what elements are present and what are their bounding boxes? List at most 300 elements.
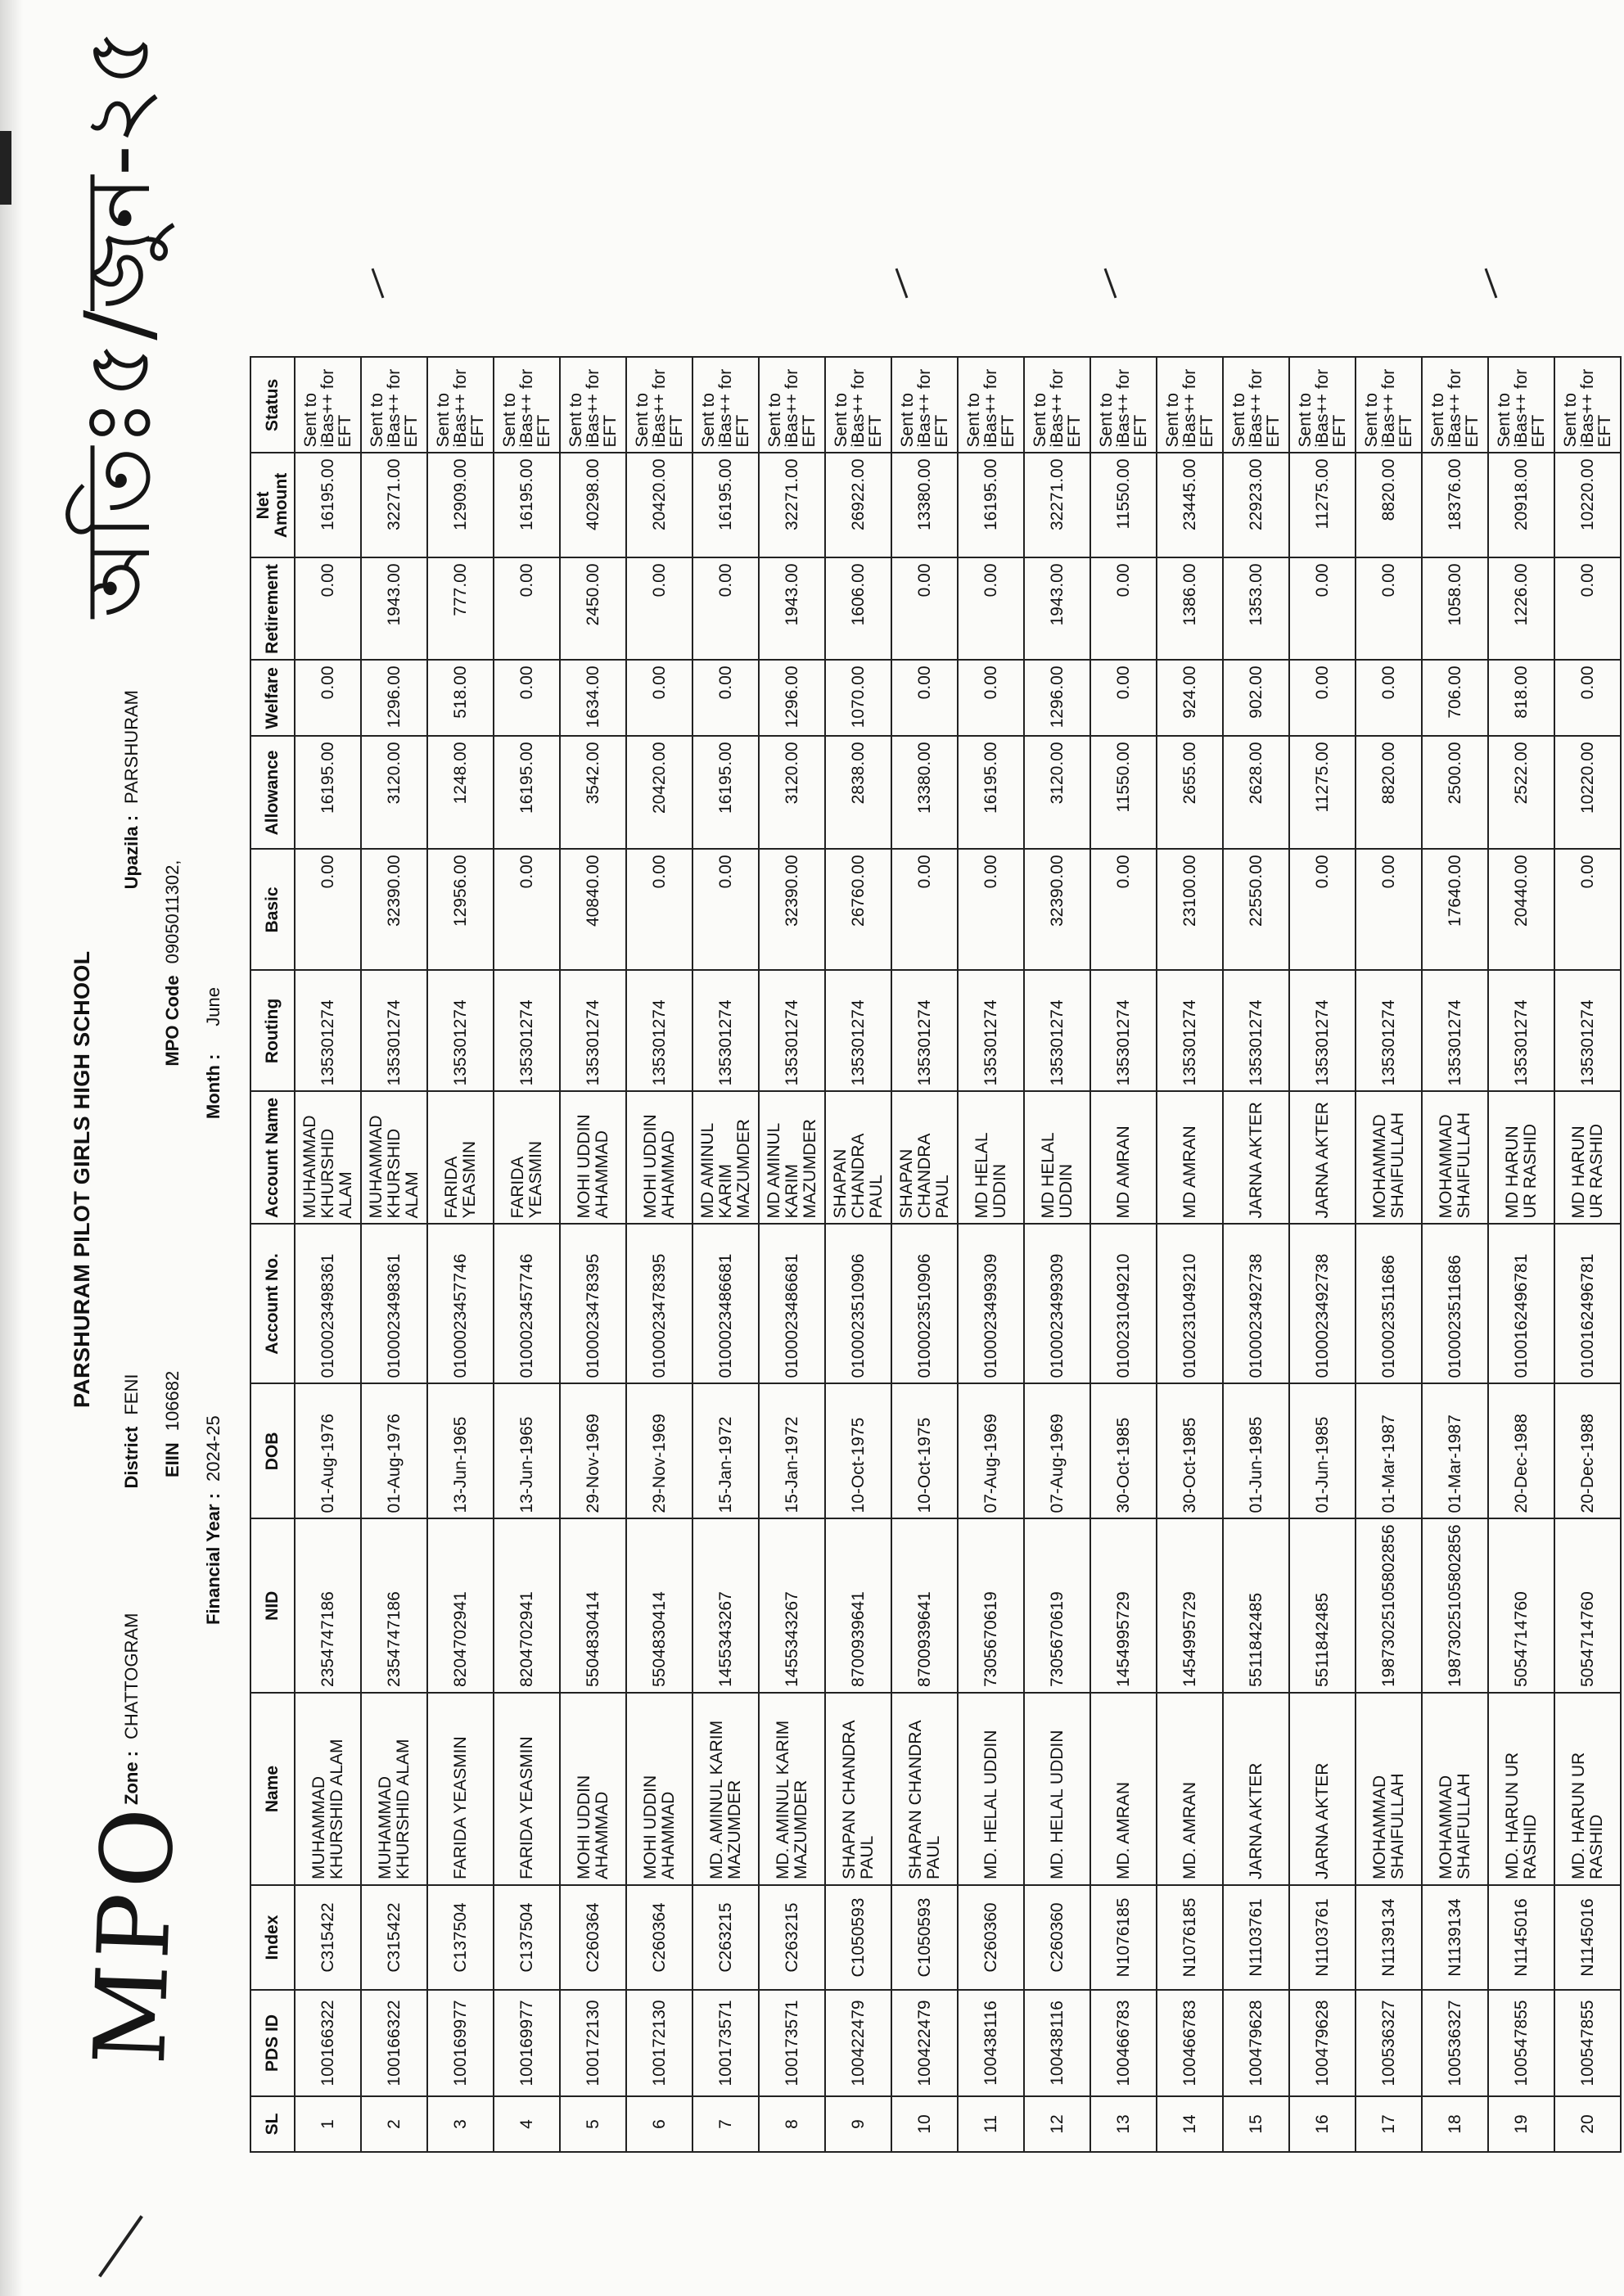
cell-allowance: 16195.00 [692,736,759,849]
cell-status: Sent to iBas++ for EFT [1422,357,1488,453]
cell-index: C137504 [494,1885,560,1990]
cell-retirement: 0.00 [1554,557,1621,660]
mpo-code-label: MPO Code [162,975,183,1067]
district-label: District [121,1426,142,1489]
cell-basic: 32390.00 [1024,849,1090,970]
cell-name: MUHAMMAD KHURSHID ALAM [295,1693,361,1885]
table-row [1356,357,1422,2152]
cell-account-name: MD HARUN UR RASHID [1488,1091,1554,1224]
fy-row [203,966,224,1625]
cell-index: N1145016 [1554,1885,1621,1990]
cell-account-no: 0100023457746 [494,1224,560,1383]
cell-status: Sent to iBas++ for EFT [361,357,427,453]
cell-allowance: 16195.00 [494,736,560,849]
cell-pds-id: 100166322 [295,1990,361,2096]
cell-account-name: SHAPAN CHANDRA PAUL [825,1091,891,1224]
cell-sl: 15 [1223,2096,1289,2152]
cell-account-name: MD HELAL UDDIN [958,1091,1024,1224]
cell-account-name: MOHAMMAD SHAIFULLAH [1422,1091,1488,1224]
cell-allowance: 8820.00 [1356,736,1422,849]
cell-index: C260364 [560,1885,626,1990]
table-row [626,357,692,2152]
cell-net-amount: 26922.00 [825,453,891,557]
cell-index: C260360 [958,1885,1024,1990]
cell-account-no: 0100023511686 [1422,1224,1488,1383]
cell-welfare: 0.00 [692,660,759,736]
table-row [891,357,958,2152]
cell-welfare: 0.00 [295,660,361,736]
cell-retirement: 0.00 [494,557,560,660]
table-row [1488,357,1554,2152]
cell-welfare: 706.00 [1422,660,1488,736]
school-title: PARSHURAM PILOT GIRLS HIGH SCHOOL [70,950,94,1408]
cell-routing: 135301274 [560,970,626,1091]
cell-account-name: MD AMRAN [1157,1091,1223,1224]
upazila-value: PARSHURAM [121,689,142,804]
district-value: FENI [121,1374,142,1415]
pen-tick-mark [895,268,909,299]
table-row [1223,357,1289,2152]
table-header-row [250,357,295,2152]
cell-sl: 10 [891,2096,958,2152]
cell-net-amount: 22923.00 [1223,453,1289,557]
cell-dob: 30-Oct-1985 [1090,1383,1157,1518]
cell-nid: 5504830414 [560,1518,626,1693]
cell-allowance: 2838.00 [825,736,891,849]
col-index: Index [250,1885,295,1990]
cell-pds-id: 100169977 [427,1990,494,2096]
cell-basic: 23100.00 [1157,849,1223,970]
cell-account-name: JARNA AKTER [1223,1091,1289,1224]
cell-sl: 3 [427,2096,494,2152]
cell-name: MD. HELAL UDDIN [958,1693,1024,1885]
cell-account-no: 0100023510906 [825,1224,891,1383]
cell-allowance: 3120.00 [361,736,427,849]
cell-pds-id: 100547855 [1554,1990,1621,2096]
cell-index: C1050593 [825,1885,891,1990]
cell-index: N1103761 [1289,1885,1356,1990]
cell-routing: 135301274 [427,970,494,1091]
col-sl: SL [250,2096,295,2152]
cell-basic: 0.00 [692,849,759,970]
pen-tick-mark [372,268,385,299]
cell-basic: 12956.00 [427,849,494,970]
cell-account-name: MUHAMMAD KHURSHID ALAM [361,1091,427,1224]
col-welfare: Welfare [250,660,295,736]
cell-retirement: 1943.00 [1024,557,1090,660]
cell-account-no: 0100023499309 [1024,1224,1090,1383]
cell-welfare: 902.00 [1223,660,1289,736]
cell-retirement: 0.00 [891,557,958,660]
cell-routing: 135301274 [626,970,692,1091]
cell-pds-id: 100173571 [692,1990,759,2096]
cell-index: N1076185 [1157,1885,1223,1990]
upazila-label: Upazila : [121,814,142,890]
cell-basic: 0.00 [958,849,1024,970]
cell-net-amount: 32271.00 [759,453,825,557]
cell-name: MOHAMMAD SHAIFULLAH [1356,1693,1422,1885]
cell-allowance: 16195.00 [295,736,361,849]
cell-basic: 0.00 [295,849,361,970]
cell-routing: 135301274 [1157,970,1223,1091]
cell-dob: 01-Jun-1985 [1223,1383,1289,1518]
cell-basic: 32390.00 [759,849,825,970]
cell-pds-id: 100438116 [958,1990,1024,2096]
cell-welfare: 1296.00 [361,660,427,736]
cell-allowance: 3542.00 [560,736,626,849]
cell-nid: 7305670619 [1024,1518,1090,1693]
cell-routing: 135301274 [1554,970,1621,1091]
cell-account-no: 0100023486681 [692,1224,759,1383]
cell-basic: 17640.00 [1422,849,1488,970]
cell-welfare: 0.00 [1090,660,1157,736]
cell-dob: 29-Nov-1969 [626,1383,692,1518]
salary-table [250,356,1622,2153]
cell-retirement: 0.00 [1356,557,1422,660]
cell-name: MD. AMRAN [1157,1693,1223,1885]
cell-dob: 07-Aug-1969 [958,1383,1024,1518]
cell-account-no: 0100023492738 [1223,1224,1289,1383]
table-row [1157,357,1223,2152]
cell-retirement: 1353.00 [1223,557,1289,660]
cell-routing: 135301274 [891,970,958,1091]
cell-basic: 0.00 [626,849,692,970]
cell-dob: 01-Aug-1976 [361,1383,427,1518]
cell-allowance: 1248.00 [427,736,494,849]
cell-account-no: 0100231049210 [1090,1224,1157,1383]
cell-welfare: 518.00 [427,660,494,736]
cell-status: Sent to iBas++ for EFT [1090,357,1157,453]
cell-allowance: 2500.00 [1422,736,1488,849]
cell-account-no: 0100023492738 [1289,1224,1356,1383]
cell-net-amount: 32271.00 [361,453,427,557]
cell-dob: 01-Jun-1985 [1289,1383,1356,1518]
cell-dob: 29-Nov-1969 [560,1383,626,1518]
cell-name: JARNA AKTER [1223,1693,1289,1885]
cell-net-amount: 12909.00 [427,453,494,557]
mpo-code-value: 0905011302, [162,859,183,964]
cell-pds-id: 100172130 [560,1990,626,2096]
month-value: June [203,986,223,1026]
cell-name: MD. AMRAN [1090,1693,1157,1885]
cell-pds-id: 100438116 [1024,1990,1090,2096]
cell-allowance: 2655.00 [1157,736,1223,849]
cell-account-name: MD AMINUL KARIM MAZUMDER [692,1091,759,1224]
cell-pds-id: 100479628 [1223,1990,1289,2096]
cell-account-name: MD HELAL UDDIN [1024,1091,1090,1224]
cell-dob: 15-Jan-1972 [759,1383,825,1518]
cell-status: Sent to iBas++ for EFT [958,357,1024,453]
cell-status: Sent to iBas++ for EFT [1157,357,1223,453]
cell-net-amount: 11550.00 [1090,453,1157,557]
col-dob: DOB [250,1383,295,1518]
cell-name: SHAPAN CHANDRA PAUL [891,1693,958,1885]
cell-sl: 7 [692,2096,759,2152]
cell-account-no: 0100162496781 [1554,1224,1621,1383]
cell-routing: 135301274 [759,970,825,1091]
cell-pds-id: 100173571 [759,1990,825,2096]
cell-allowance: 11275.00 [1289,736,1356,849]
cell-nid: 5511842485 [1289,1518,1356,1693]
month-label: Month : [203,1053,223,1120]
cell-index: N1139134 [1422,1885,1488,1990]
col-basic: Basic [250,849,295,970]
cell-nid: 5504830414 [626,1518,692,1693]
cell-basic: 0.00 [1554,849,1621,970]
cell-allowance: 10220.00 [1554,736,1621,849]
cell-retirement: 0.00 [295,557,361,660]
cell-account-no: 0100023498361 [295,1224,361,1383]
cell-pds-id: 100169977 [494,1990,560,2096]
cell-status: Sent to iBas++ for EFT [560,357,626,453]
zone-label: Zone : [121,1751,142,1805]
cell-status: Sent to iBas++ for EFT [626,357,692,453]
cell-dob: 20-Dec-1988 [1488,1383,1554,1518]
cell-net-amount: 20420.00 [626,453,692,557]
cell-allowance: 2522.00 [1488,736,1554,849]
cell-routing: 135301274 [1356,970,1422,1091]
table-row [692,357,759,2152]
cell-pds-id: 100466783 [1157,1990,1223,2096]
cell-sl: 5 [560,2096,626,2152]
cell-routing: 135301274 [1090,970,1157,1091]
cell-allowance: 2628.00 [1223,736,1289,849]
cell-retirement: 1943.00 [759,557,825,660]
cell-status: Sent to iBas++ for EFT [1223,357,1289,453]
cell-account-name: MOHI UDDIN AHAMMAD [626,1091,692,1224]
cell-sl: 17 [1356,2096,1422,2152]
cell-sl: 18 [1422,2096,1488,2152]
cell-dob: 01-Aug-1976 [295,1383,361,1518]
col-nid: NID [250,1518,295,1693]
cell-retirement: 1606.00 [825,557,891,660]
table-row [1289,357,1356,2152]
cell-account-name: MOHAMMAD SHAIFULLAH [1356,1091,1422,1224]
cell-status: Sent to iBas++ for EFT [295,357,361,453]
cell-name: MD. HARUN UR RASHID [1554,1693,1621,1885]
col-allowance: Allowance [250,736,295,849]
cell-index: C260364 [626,1885,692,1990]
cell-routing: 135301274 [1223,970,1289,1091]
cell-welfare: 0.00 [891,660,958,736]
cell-welfare: 0.00 [1554,660,1621,736]
cell-welfare: 0.00 [1356,660,1422,736]
cell-name: MOHAMMAD SHAIFULLAH [1422,1693,1488,1885]
cell-nid: 1454995729 [1157,1518,1223,1693]
cell-welfare: 1634.00 [560,660,626,736]
cell-dob: 10-Oct-1975 [891,1383,958,1518]
cell-pds-id: 100422479 [825,1990,891,2096]
cell-net-amount: 16195.00 [692,453,759,557]
cell-index: N1145016 [1488,1885,1554,1990]
cell-account-name: JARNA AKTER [1289,1091,1356,1224]
cell-welfare: 0.00 [958,660,1024,736]
cell-routing: 135301274 [1488,970,1554,1091]
cell-allowance: 16195.00 [958,736,1024,849]
cell-account-no: 0100023486681 [759,1224,825,1383]
cell-dob: 10-Oct-1975 [825,1383,891,1518]
cell-net-amount: 16195.00 [494,453,560,557]
table-row [361,357,427,2152]
cell-sl: 14 [1157,2096,1223,2152]
cell-nid: 2354747186 [295,1518,361,1693]
cell-dob: 13-Jun-1965 [427,1383,494,1518]
cell-welfare: 0.00 [1289,660,1356,736]
cell-status: Sent to iBas++ for EFT [1024,357,1090,453]
handwritten-mpo: MPO [74,1801,197,2067]
cell-retirement: 1943.00 [361,557,427,660]
table-row [295,357,361,2152]
cell-sl: 6 [626,2096,692,2152]
table-row [759,357,825,2152]
cell-name: FARIDA YEASMIN [494,1693,560,1885]
cell-account-no: 0100023498361 [361,1224,427,1383]
cell-dob: 20-Dec-1988 [1554,1383,1621,1518]
table-body [295,357,1621,2152]
cell-basic: 20440.00 [1488,849,1554,970]
cell-net-amount: 10220.00 [1554,453,1621,557]
cell-welfare: 924.00 [1157,660,1223,736]
cell-sl: 2 [361,2096,427,2152]
cell-pds-id: 100422479 [891,1990,958,2096]
cell-status: Sent to iBas++ for EFT [1356,357,1422,453]
cell-name: MOHI UDDIN AHAMMAD [626,1693,692,1885]
cell-welfare: 1296.00 [1024,660,1090,736]
cell-index: C137504 [427,1885,494,1990]
col-routing: Routing [250,970,295,1091]
cell-account-name: SHAPAN CHANDRA PAUL [891,1091,958,1224]
cell-basic: 0.00 [494,849,560,970]
cell-nid: 5054714760 [1488,1518,1554,1693]
cell-status: Sent to iBas++ for EFT [427,357,494,453]
col-pds-id: PDS ID [250,1990,295,2096]
cell-status: Sent to iBas++ for EFT [1554,357,1621,453]
cell-net-amount: 40298.00 [560,453,626,557]
cell-pds-id: 100479628 [1289,1990,1356,2096]
cell-account-name: FARIDA YEASMIN [494,1091,560,1224]
cell-allowance: 11550.00 [1090,736,1157,849]
cell-welfare: 818.00 [1488,660,1554,736]
cell-dob: 15-Jan-1972 [692,1383,759,1518]
cell-basic: 0.00 [1289,849,1356,970]
cell-nid: 8700939641 [825,1518,891,1693]
cell-routing: 135301274 [295,970,361,1091]
cell-nid: 7305670619 [958,1518,1024,1693]
cell-account-no: 0100023510906 [891,1224,958,1383]
cell-index: C260360 [1024,1885,1090,1990]
cell-nid: 8700939641 [891,1518,958,1693]
cell-pds-id: 100536327 [1356,1990,1422,2096]
cell-status: Sent to iBas++ for EFT [1488,357,1554,453]
cell-allowance: 13380.00 [891,736,958,849]
cell-welfare: 0.00 [494,660,560,736]
cell-index: C263215 [692,1885,759,1990]
cell-index: C315422 [361,1885,427,1990]
pen-tick-mark [1104,268,1117,299]
cell-routing: 135301274 [692,970,759,1091]
cell-sl: 11 [958,2096,1024,2152]
cell-dob: 13-Jun-1965 [494,1383,560,1518]
cell-name: MD. HELAL UDDIN [1024,1693,1090,1885]
eiin-value: 106682 [162,1370,183,1432]
col-account-name: Account Name [250,1091,295,1224]
cell-sl: 9 [825,2096,891,2152]
cell-account-name: FARIDA YEASMIN [427,1091,494,1224]
table-row [1422,357,1488,2152]
cell-basic: 40840.00 [560,849,626,970]
col-net-amount: Net Amount [250,453,295,557]
cell-account-name: MD AMINUL KARIM MAZUMDER [759,1091,825,1224]
cell-name: FARIDA YEASMIN [427,1693,494,1885]
cell-retirement: 1386.00 [1157,557,1223,660]
cell-retirement: 1226.00 [1488,557,1554,660]
cell-index: C315422 [295,1885,361,1990]
cell-name: MUHAMMAD KHURSHID ALAM [361,1693,427,1885]
zone-value: CHATTOGRAM [121,1613,142,1739]
table-row [1554,357,1621,2152]
cell-status: Sent to iBas++ for EFT [494,357,560,453]
cell-status: Sent to iBas++ for EFT [692,357,759,453]
cell-basic: 0.00 [891,849,958,970]
cell-dob: 01-Mar-1987 [1356,1383,1422,1518]
cell-name: MOHI UDDIN AHAMMAD [560,1693,626,1885]
cell-nid: 19873025105802856 [1356,1518,1422,1693]
pen-tick-mark [1485,268,1498,299]
cell-index: N1139134 [1356,1885,1422,1990]
cell-pds-id: 100466783 [1090,1990,1157,2096]
cell-net-amount: 32271.00 [1024,453,1090,557]
cell-routing: 135301274 [958,970,1024,1091]
cell-sl: 13 [1090,2096,1157,2152]
cell-name: MD. AMINUL KARIM MAZUMDER [759,1693,825,1885]
handwritten-bangla-note: অতিঃ৫/জুন-২৫ [65,28,170,618]
cell-account-no: 0100162496781 [1488,1224,1554,1383]
table-row [825,357,891,2152]
cell-allowance: 3120.00 [759,736,825,849]
cell-pds-id: 100536327 [1422,1990,1488,2096]
cell-welfare: 1296.00 [759,660,825,736]
cell-nid: 8204702941 [427,1518,494,1693]
cell-routing: 135301274 [825,970,891,1091]
cell-sl: 20 [1554,2096,1621,2152]
cell-account-no: 0100023478395 [560,1224,626,1383]
cell-index: C263215 [759,1885,825,1990]
cell-basic: 26760.00 [825,849,891,970]
eiin-label: EIIN [162,1442,183,1477]
cell-routing: 135301274 [1289,970,1356,1091]
cell-routing: 135301274 [361,970,427,1091]
cell-retirement: 1058.00 [1422,557,1488,660]
col-status: Status [250,357,295,453]
cell-retirement: 2450.00 [560,557,626,660]
cell-pds-id: 100166322 [361,1990,427,2096]
cell-net-amount: 16195.00 [295,453,361,557]
cell-sl: 4 [494,2096,560,2152]
cell-account-name: MD AMRAN [1090,1091,1157,1224]
cell-sl: 1 [295,2096,361,2152]
financial-year-label: Financial Year : [203,1492,223,1625]
cell-routing: 135301274 [1024,970,1090,1091]
cell-sl: 12 [1024,2096,1090,2152]
cell-allowance: 20420.00 [626,736,692,849]
financial-year-value: 2024-25 [203,1415,223,1482]
col-retirement: Retirement [250,557,295,660]
cell-retirement: 0.00 [958,557,1024,660]
cell-routing: 135301274 [494,970,560,1091]
cell-nid: 19873025105802856 [1422,1518,1488,1693]
cell-index: N1103761 [1223,1885,1289,1990]
cell-name: JARNA AKTER [1289,1693,1356,1885]
